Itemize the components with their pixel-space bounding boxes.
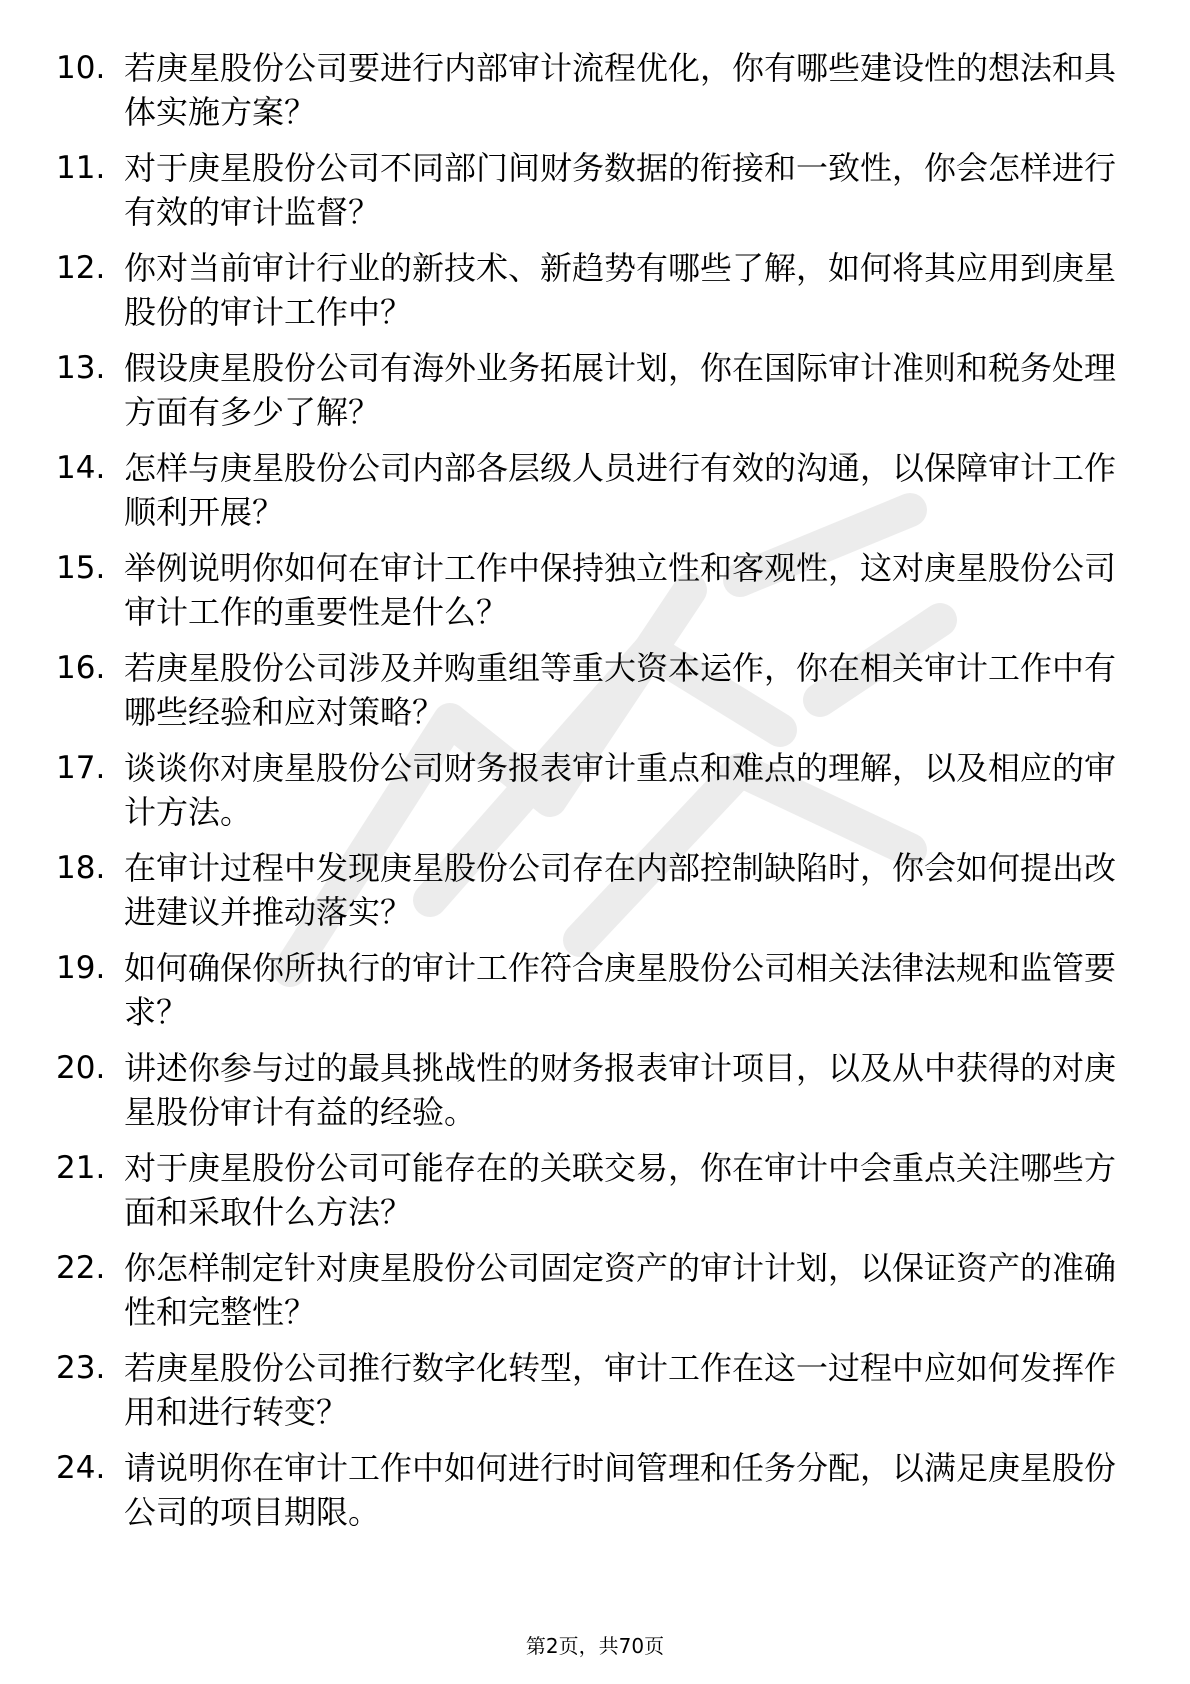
question-text: 你对当前审计行业的新技术、新趋势有哪些了解，如何将其应用到庚星股份的审计工作中？ bbox=[124, 249, 1117, 331]
question-item-20 bbox=[0, 1046, 1190, 1146]
question-item-14 bbox=[0, 446, 1190, 546]
question-item-22 bbox=[0, 1246, 1190, 1346]
question-number: 22. bbox=[56, 1250, 106, 1286]
question-item-18 bbox=[0, 846, 1190, 946]
question-number: 24. bbox=[56, 1450, 106, 1486]
question-item-23 bbox=[0, 1346, 1190, 1446]
question-text: 若庚星股份公司要进行内部审计流程优化，你有哪些建设性的想法和具体实施方案？ bbox=[124, 49, 1117, 131]
question-number: 11. bbox=[56, 150, 106, 186]
question-item-24 bbox=[0, 1446, 1190, 1546]
question-item-10 bbox=[0, 46, 1190, 146]
question-text: 对于庚星股份公司可能存在的关联交易，你在审计中会重点关注哪些方面和采取什么方法？ bbox=[124, 1149, 1117, 1231]
question-item-11 bbox=[0, 146, 1190, 246]
question-number: 21. bbox=[56, 1150, 106, 1186]
question-item-15 bbox=[0, 546, 1190, 646]
question-number: 20. bbox=[56, 1050, 106, 1086]
question-text: 讲述你参与过的最具挑战性的财务报表审计项目，以及从中获得的对庚星股份审计有益的经验。 bbox=[124, 1049, 1117, 1131]
question-text: 你怎样制定针对庚星股份公司固定资产的审计计划，以保证资产的准确性和完整性？ bbox=[124, 1249, 1117, 1331]
question-number: 17. bbox=[56, 750, 106, 786]
question-text: 若庚星股份公司涉及并购重组等重大资本运作，你在相关审计工作中有哪些经验和应对策略？ bbox=[124, 649, 1117, 731]
question-text: 对于庚星股份公司不同部门间财务数据的衔接和一致性，你会怎样进行有效的审计监督？ bbox=[124, 149, 1117, 231]
question-number: 23. bbox=[56, 1350, 106, 1386]
page-number: 第2页，共70页 bbox=[525, 1634, 665, 1658]
question-text: 谈谈你对庚星股份公司财务报表审计重点和难点的理解，以及相应的审计方法。 bbox=[124, 749, 1117, 831]
question-text: 请说明你在审计工作中如何进行时间管理和任务分配，以满足庚星股份公司的项目期限。 bbox=[124, 1449, 1117, 1531]
question-number: 14. bbox=[56, 450, 106, 486]
question-number: 18. bbox=[56, 850, 106, 886]
question-item-12 bbox=[0, 246, 1190, 346]
question-number: 13. bbox=[56, 350, 106, 386]
question-number: 16. bbox=[56, 650, 106, 686]
question-number: 12. bbox=[56, 250, 106, 286]
question-item-19 bbox=[0, 946, 1190, 1046]
question-item-13 bbox=[0, 346, 1190, 446]
question-number: 15. bbox=[56, 550, 106, 586]
question-text: 假设庚星股份公司有海外业务拓展计划，你在国际审计准则和税务处理方面有多少了解？ bbox=[124, 349, 1117, 431]
question-text: 举例说明你如何在审计工作中保持独立性和客观性，这对庚星股份公司审计工作的重要性是什么？ bbox=[124, 549, 1117, 631]
question-text: 若庚星股份公司推行数字化转型，审计工作在这一过程中应如何发挥作用和进行转变？ bbox=[124, 1349, 1117, 1431]
question-item-17 bbox=[0, 746, 1190, 846]
question-item-21 bbox=[0, 1146, 1190, 1246]
question-item-16 bbox=[0, 646, 1190, 746]
question-text: 在审计过程中发现庚星股份公司存在内部控制缺陷时，你会如何提出改进建议并推动落实？ bbox=[124, 849, 1117, 931]
question-text: 如何确保你所执行的审计工作符合庚星股份公司相关法律法规和监管要求？ bbox=[124, 949, 1117, 1031]
question-text: 怎样与庚星股份公司内部各层级人员进行有效的沟通，以保障审计工作顺利开展？ bbox=[124, 449, 1117, 531]
question-number: 10. bbox=[56, 50, 106, 86]
question-number: 19. bbox=[56, 950, 106, 986]
